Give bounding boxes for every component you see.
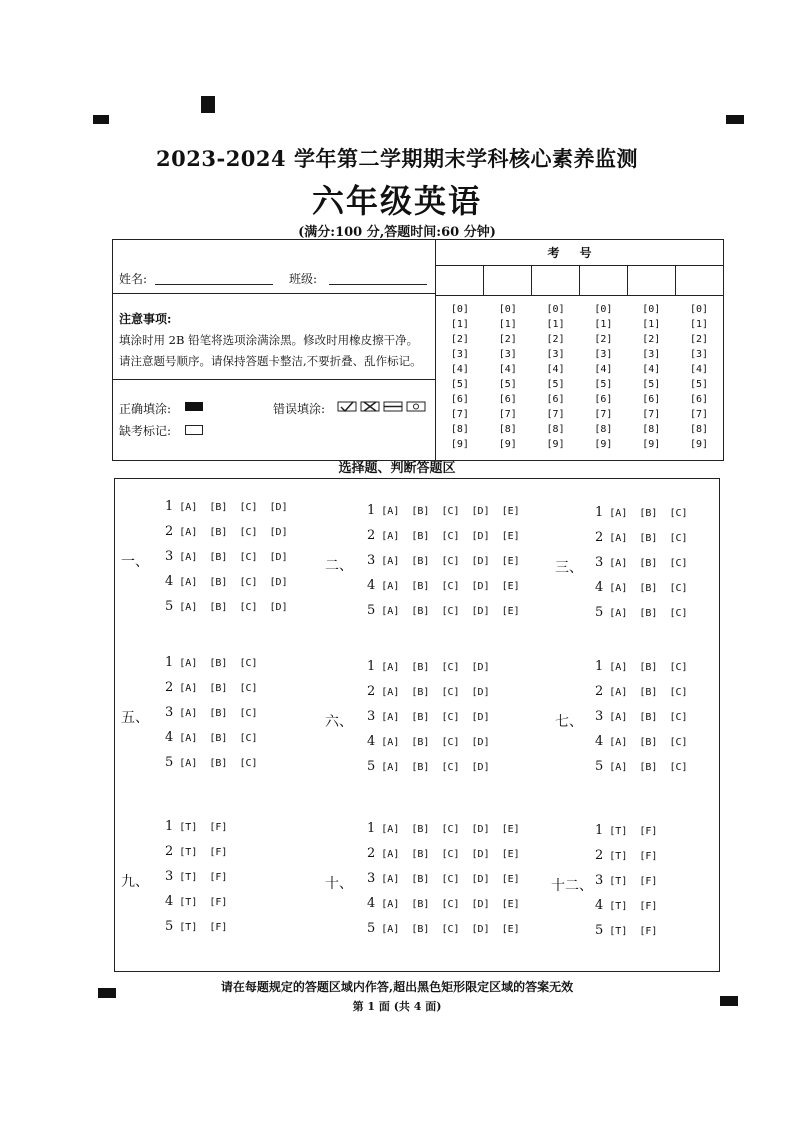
exam-title: 2023-2024 学年第二学期期末学科核心素养监测 xyxy=(156,146,638,171)
digit-bubble[interactable]: [8] xyxy=(450,424,469,435)
answer-options[interactable]: [A] [B] [C] xyxy=(179,758,258,769)
question-number: 1 xyxy=(367,503,376,518)
question-group-label: 一、 xyxy=(121,554,149,570)
question-row[interactable] xyxy=(367,896,520,911)
digit-bubble[interactable]: [5] xyxy=(594,379,613,390)
page-number: 第 1 面 (共 4 面) xyxy=(352,1000,442,1013)
question-row[interactable] xyxy=(595,659,688,674)
exam-number-box[interactable] xyxy=(676,266,723,295)
question-row[interactable] xyxy=(367,528,520,543)
question-row[interactable] xyxy=(165,705,258,720)
question-number: 5 xyxy=(595,605,604,620)
question-number: 1 xyxy=(595,505,604,520)
answer-options[interactable]: [A] [B] [C] [D] xyxy=(179,502,288,513)
question-row[interactable] xyxy=(367,871,520,886)
answer-options[interactable]: [A] [B] [C] [D] xyxy=(381,762,490,773)
answer-options[interactable]: [A] [B] [C] [D] [E] xyxy=(381,506,520,517)
answer-options[interactable]: [A] [B] [C] xyxy=(609,583,688,594)
answer-options[interactable]: [A] [B] [C] [D] [E] xyxy=(381,899,520,910)
answer-options[interactable]: [T] [F] xyxy=(179,872,228,883)
notes-row xyxy=(113,294,435,380)
exam-number-box[interactable] xyxy=(532,266,580,295)
digit-bubble[interactable]: [6] xyxy=(546,394,565,405)
digit-bubble[interactable]: [8] xyxy=(594,424,613,435)
question-number: 1 xyxy=(165,499,174,514)
question-row[interactable] xyxy=(367,759,490,774)
digit-bubble[interactable]: [1] xyxy=(594,319,613,330)
name-row xyxy=(113,240,435,294)
digit-bubble[interactable]: [1] xyxy=(642,319,661,330)
answer-options[interactable]: [T] [F] xyxy=(609,876,658,887)
exam-number-digit-grid xyxy=(436,296,723,460)
question-number: 1 xyxy=(165,655,174,670)
digit-bubble[interactable]: [7] xyxy=(594,409,613,420)
digit-bubble[interactable]: [4] xyxy=(642,364,661,375)
question-row[interactable] xyxy=(367,603,520,618)
question-row[interactable] xyxy=(367,821,520,836)
question-number: 3 xyxy=(367,553,376,568)
question-group-label: 九、 xyxy=(121,874,149,890)
info-left xyxy=(113,240,436,460)
question-group-label: 十、 xyxy=(325,876,353,892)
question-number: 2 xyxy=(367,684,376,699)
answer-options[interactable]: [A] [B] [C] xyxy=(609,687,688,698)
answer-options[interactable]: [T] [F] xyxy=(609,901,658,912)
question-group-label: 六、 xyxy=(325,714,353,730)
answer-options[interactable]: [A] [B] [C] [D] [E] xyxy=(381,556,520,567)
answer-options[interactable]: [A] [B] [C] xyxy=(609,762,688,773)
question-number: 4 xyxy=(165,730,174,745)
question-row[interactable] xyxy=(595,505,688,520)
question-number: 1 xyxy=(595,823,604,838)
digit-bubble[interactable]: [6] xyxy=(642,394,661,405)
digit-bubble[interactable]: [0] xyxy=(690,304,709,315)
subject-title: 六年级英语 xyxy=(311,182,482,220)
question-number: 3 xyxy=(165,705,174,720)
question-number: 1 xyxy=(367,659,376,674)
answer-options[interactable]: [A] [B] [C] [D] [E] xyxy=(381,874,520,885)
footer-warning: 请在每题规定的答题区域内作答,超出黑色矩形限定区域的答案无效 xyxy=(220,980,574,994)
digit-bubble[interactable]: [8] xyxy=(690,424,709,435)
question-number: 5 xyxy=(367,921,376,936)
question-row[interactable] xyxy=(595,898,657,913)
digit-bubble[interactable]: [9] xyxy=(594,439,613,450)
digit-bubble[interactable]: [6] xyxy=(690,394,709,405)
question-number: 4 xyxy=(367,578,376,593)
question-number: 4 xyxy=(367,896,376,911)
question-row[interactable] xyxy=(595,530,688,545)
info-panel xyxy=(112,239,724,461)
question-number: 4 xyxy=(595,734,604,749)
question-row[interactable] xyxy=(595,848,657,863)
answer-options[interactable]: [A] [B] [C] [D] xyxy=(381,687,490,698)
answer-options[interactable]: [A] [B] [C] xyxy=(179,683,258,694)
question-row[interactable] xyxy=(165,574,288,589)
digit-bubble[interactable]: [7] xyxy=(690,409,709,420)
question-number: 2 xyxy=(165,680,174,695)
question-group-label: 七、 xyxy=(555,714,583,730)
question-number: 2 xyxy=(595,684,604,699)
answer-options[interactable]: [A] [B] [C] [D] [E] xyxy=(381,531,520,542)
question-number: 3 xyxy=(367,709,376,724)
question-row[interactable] xyxy=(595,605,688,620)
question-group-label: 十二、 xyxy=(551,878,593,894)
question-number: 4 xyxy=(165,894,174,909)
digit-bubble[interactable]: [3] xyxy=(642,349,661,360)
digit-bubble[interactable]: [1] xyxy=(450,319,469,330)
exam-number-column xyxy=(436,296,484,460)
question-row[interactable] xyxy=(165,680,258,695)
answer-options[interactable]: [A] [B] [C] [D] xyxy=(179,527,288,538)
digit-bubble[interactable]: [2] xyxy=(642,334,661,345)
question-number: 4 xyxy=(595,580,604,595)
exam-number-box[interactable] xyxy=(628,266,676,295)
question-number: 2 xyxy=(165,524,174,539)
digit-bubble[interactable]: [4] xyxy=(450,364,469,375)
note-line-1: 填涂时用 2B 铅笔将选项涂满涂黑。修改时用橡皮擦干净。 xyxy=(119,333,419,347)
question-row[interactable] xyxy=(165,655,258,670)
question-row[interactable] xyxy=(595,555,688,570)
answer-options[interactable]: [T] [F] xyxy=(609,826,658,837)
question-row[interactable] xyxy=(165,730,258,745)
question-row[interactable] xyxy=(595,923,657,938)
question-number: 5 xyxy=(367,603,376,618)
answer-options[interactable]: [T] [F] xyxy=(609,851,658,862)
question-row[interactable] xyxy=(165,919,227,934)
answer-options[interactable]: [A] [B] [C] xyxy=(609,533,688,544)
question-row[interactable] xyxy=(165,819,227,834)
digit-bubble[interactable]: [3] xyxy=(690,349,709,360)
question-row[interactable] xyxy=(165,549,288,564)
digit-bubble[interactable]: [5] xyxy=(690,379,709,390)
question-row[interactable] xyxy=(367,709,490,724)
digit-bubble[interactable]: [4] xyxy=(594,364,613,375)
answer-options[interactable]: [T] [F] xyxy=(179,897,228,908)
question-number: 5 xyxy=(165,919,174,934)
digit-bubble[interactable]: [7] xyxy=(450,409,469,420)
answer-area-title: 选择题、判断答题区 xyxy=(338,461,456,476)
wrong-fill-label: 错误填涂: xyxy=(273,402,326,416)
exam-number-box[interactable] xyxy=(484,266,532,295)
digit-bubble[interactable]: [1] xyxy=(498,319,517,330)
question-number: 4 xyxy=(367,734,376,749)
digit-bubble[interactable]: [7] xyxy=(498,409,517,420)
question-row[interactable] xyxy=(367,921,520,936)
question-row[interactable] xyxy=(165,755,258,770)
name-field[interactable] xyxy=(155,270,273,285)
question-number: 3 xyxy=(595,873,604,888)
question-number: 3 xyxy=(367,871,376,886)
exam-number-column xyxy=(627,296,675,460)
question-number: 1 xyxy=(595,659,604,674)
answer-options[interactable]: [A] [B] [C] [D] xyxy=(179,602,288,613)
answer-options[interactable]: [A] [B] [C] [D] xyxy=(381,737,490,748)
question-row[interactable] xyxy=(595,873,657,888)
correct-fill-mark xyxy=(185,402,203,411)
digit-bubble[interactable]: [3] xyxy=(594,349,613,360)
correct-fill-label: 正确填涂: xyxy=(119,402,172,416)
digit-bubble[interactable]: [0] xyxy=(642,304,661,315)
digit-bubble[interactable]: [7] xyxy=(546,409,565,420)
digit-bubble[interactable]: [6] xyxy=(450,394,469,405)
exam-number-box[interactable] xyxy=(436,266,484,295)
question-number: 1 xyxy=(367,821,376,836)
question-number: 2 xyxy=(367,528,376,543)
question-row[interactable] xyxy=(595,709,688,724)
question-number: 4 xyxy=(165,574,174,589)
registration-mark-top-right xyxy=(726,115,744,124)
registration-mark-top-left xyxy=(93,115,109,124)
question-group-label: 三、 xyxy=(555,560,583,576)
question-row[interactable] xyxy=(595,759,688,774)
question-row[interactable] xyxy=(595,684,688,699)
digit-bubble[interactable]: [8] xyxy=(642,424,661,435)
digit-bubble[interactable]: [0] xyxy=(546,304,565,315)
answer-options[interactable]: [A] [B] [C] [D] xyxy=(179,577,288,588)
digit-bubble[interactable]: [7] xyxy=(642,409,661,420)
question-number: 2 xyxy=(595,848,604,863)
exam-number-column xyxy=(675,296,723,460)
digit-bubble[interactable]: [6] xyxy=(498,394,517,405)
answer-options[interactable]: [A] [B] [C] [D] [E] xyxy=(381,924,520,935)
question-row[interactable] xyxy=(367,553,520,568)
wrong-fill-examples xyxy=(337,400,429,414)
question-row[interactable] xyxy=(595,823,657,838)
question-row[interactable] xyxy=(367,503,520,518)
answer-options[interactable]: [A] [B] [C] xyxy=(609,662,688,673)
exam-meta: (满分:100 分,答题时间:60 分钟) xyxy=(298,225,496,240)
digit-bubble[interactable]: [2] xyxy=(498,334,517,345)
digit-bubble[interactable]: [9] xyxy=(642,439,661,450)
digit-bubble[interactable]: [1] xyxy=(690,319,709,330)
question-row[interactable] xyxy=(165,844,227,859)
answer-options[interactable]: [A] [B] [C] xyxy=(609,558,688,569)
digit-bubble[interactable]: [8] xyxy=(498,424,517,435)
notes-title: 注意事项: xyxy=(119,312,172,326)
answer-options[interactable]: [T] [F] xyxy=(179,847,228,858)
exam-number-column xyxy=(532,296,580,460)
answer-options[interactable]: [T] [F] xyxy=(609,926,658,937)
answer-options[interactable]: [A] [B] [C] xyxy=(609,508,688,519)
answer-options[interactable]: [A] [B] [C] xyxy=(609,737,688,748)
digit-bubble[interactable]: [4] xyxy=(498,364,517,375)
digit-bubble[interactable]: [5] xyxy=(546,379,565,390)
question-row[interactable] xyxy=(165,894,227,909)
question-row[interactable] xyxy=(595,580,688,595)
digit-bubble[interactable]: [9] xyxy=(546,439,565,450)
answer-options[interactable]: [A] [B] [C] [D] [E] xyxy=(381,606,520,617)
exam-number-header: 考号 xyxy=(436,240,723,266)
digit-bubble[interactable]: [2] xyxy=(690,334,709,345)
name-label: 姓名: xyxy=(119,272,148,286)
answer-options[interactable]: [A] [B] [C] [D] [E] xyxy=(381,849,520,860)
question-group-label: 二、 xyxy=(325,558,353,574)
question-group-label: 五、 xyxy=(121,710,149,726)
question-number: 3 xyxy=(595,709,604,724)
question-number: 3 xyxy=(165,549,174,564)
question-number: 3 xyxy=(595,555,604,570)
answer-options[interactable]: [A] [B] [C] [D] [E] xyxy=(381,581,520,592)
question-row[interactable] xyxy=(595,734,688,749)
question-row[interactable] xyxy=(165,524,288,539)
question-number: 3 xyxy=(165,869,174,884)
question-row[interactable] xyxy=(367,846,520,861)
note-line-2: 请注意题号顺序。请保持答题卡整洁,不要折叠、乱作标记。 xyxy=(119,354,422,368)
exam-number-column xyxy=(484,296,532,460)
question-row[interactable] xyxy=(367,734,490,749)
digit-bubble[interactable]: [4] xyxy=(690,364,709,375)
question-number: 5 xyxy=(165,755,174,770)
answer-options[interactable]: [A] [B] [C] xyxy=(179,658,258,669)
digit-bubble[interactable]: [2] xyxy=(546,334,565,345)
class-field[interactable] xyxy=(329,270,427,285)
question-number: 5 xyxy=(595,923,604,938)
digit-bubble[interactable]: [2] xyxy=(450,334,469,345)
digit-bubble[interactable]: [0] xyxy=(450,304,469,315)
question-number: 2 xyxy=(165,844,174,859)
digit-bubble[interactable]: [9] xyxy=(450,439,469,450)
question-number: 4 xyxy=(595,898,604,913)
digit-bubble[interactable]: [0] xyxy=(498,304,517,315)
answer-options[interactable]: [A] [B] [C] xyxy=(179,708,258,719)
exam-number-box[interactable] xyxy=(580,266,628,295)
question-number: 5 xyxy=(595,759,604,774)
answer-options[interactable]: [A] [B] [C] [D] [E] xyxy=(381,824,520,835)
answer-options[interactable]: [T] [F] xyxy=(179,922,228,933)
question-number: 2 xyxy=(595,530,604,545)
exam-number-boxes xyxy=(436,266,723,296)
digit-bubble[interactable]: [6] xyxy=(594,394,613,405)
digit-bubble[interactable]: [3] xyxy=(450,349,469,360)
fill-examples-row xyxy=(113,380,435,460)
digit-bubble[interactable]: [5] xyxy=(450,379,469,390)
answer-options[interactable]: [A] [B] [C] xyxy=(609,712,688,723)
question-row[interactable] xyxy=(367,659,490,674)
question-number: 5 xyxy=(165,599,174,614)
answer-options[interactable]: [A] [B] [C] xyxy=(609,608,688,619)
answer-options[interactable]: [T] [F] xyxy=(179,822,228,833)
answer-options[interactable]: [A] [B] [C] [D] xyxy=(381,712,490,723)
answer-area xyxy=(114,478,720,972)
digit-bubble[interactable]: [8] xyxy=(546,424,565,435)
absent-mark-box[interactable] xyxy=(185,425,203,435)
absent-mark-label: 缺考标记: xyxy=(119,424,172,438)
digit-bubble[interactable]: [4] xyxy=(546,364,565,375)
digit-bubble[interactable]: [3] xyxy=(546,349,565,360)
question-number: 1 xyxy=(165,819,174,834)
digit-bubble[interactable]: [5] xyxy=(498,379,517,390)
question-number: 2 xyxy=(367,846,376,861)
answer-options[interactable]: [A] [B] [C] [D] xyxy=(179,552,288,563)
digit-bubble[interactable]: [2] xyxy=(594,334,613,345)
question-row[interactable] xyxy=(165,499,288,514)
registration-mark-top-center xyxy=(201,96,215,113)
digit-bubble[interactable]: [1] xyxy=(546,319,565,330)
answer-options[interactable]: [A] [B] [C] xyxy=(179,733,258,744)
digit-bubble[interactable]: [0] xyxy=(594,304,613,315)
class-label: 班级: xyxy=(289,272,318,286)
digit-bubble[interactable]: [9] xyxy=(498,439,517,450)
digit-bubble[interactable]: [3] xyxy=(498,349,517,360)
question-number: 5 xyxy=(367,759,376,774)
digit-bubble[interactable]: [9] xyxy=(690,439,709,450)
question-row[interactable] xyxy=(367,578,520,593)
answer-options[interactable]: [A] [B] [C] [D] xyxy=(381,662,490,673)
question-row[interactable] xyxy=(165,599,288,614)
exam-number-column xyxy=(579,296,627,460)
question-row[interactable] xyxy=(165,869,227,884)
question-row[interactable] xyxy=(367,684,490,699)
digit-bubble[interactable]: [5] xyxy=(642,379,661,390)
